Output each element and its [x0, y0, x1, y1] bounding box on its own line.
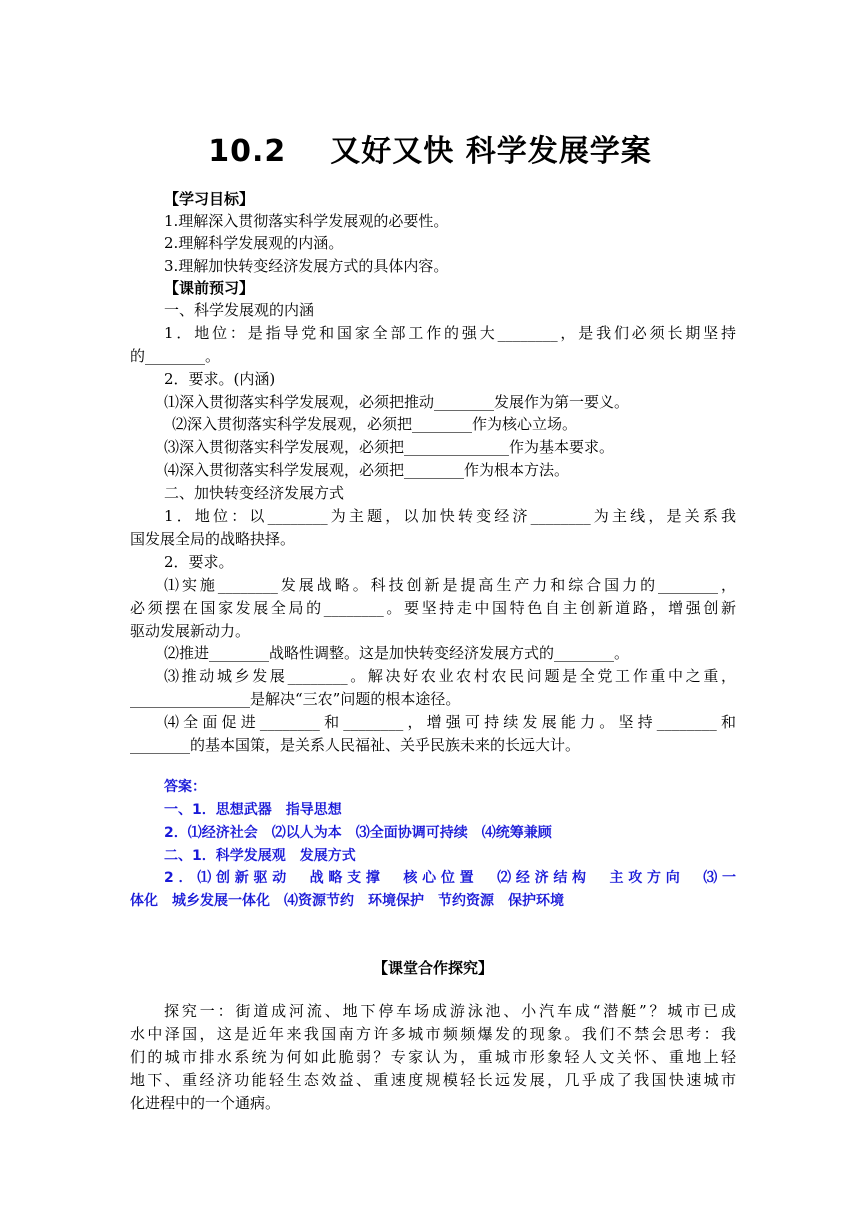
- preview-line: ⑶推动城乡发展________。解决好农业农村农民问题是全党工作重中之重，: [164, 667, 736, 685]
- title-text: 又好又快 科学发展学案: [330, 134, 652, 169]
- preview-line: ⑴深入贯彻落实科学发展观，必须把推动________发展作为第一要义。: [164, 393, 630, 411]
- preview-line: ⑵推进________战略性调整。这是加快转变经济发展方式的________。: [164, 644, 630, 662]
- preview-line: 1．地位：是指导党和国家全部工作的强大________，是我们必须长期坚持: [164, 324, 736, 342]
- preview-line: ⑷全面促进________和________，增强可持续发展能力。坚持________和: [164, 713, 736, 731]
- answers-heading: 答案：: [164, 779, 206, 795]
- preview-line: ________________是解决“三农”问题的根本途径。: [130, 690, 461, 708]
- preview-line: 2．要求。(内涵): [164, 370, 276, 388]
- explore-line: 们的城市排水系统为何如此脆弱？专家认为，重城市形象轻人文关怀、重地上轻: [130, 1048, 736, 1066]
- goal-item: 3.理解加快转变经济发展方式的具体内容。: [164, 257, 449, 275]
- explore-heading: 【课堂合作探究】: [372, 959, 493, 977]
- title-number: 10.2: [208, 134, 287, 169]
- preview-line: ⑶深入贯彻落实科学发展观，必须把______________作为基本要求。: [164, 438, 615, 456]
- preview-line: ⑷深入贯彻落实科学发展观，必须把________作为根本方法。: [164, 461, 570, 479]
- explore-line: 水中泽国，这是近年来我国南方许多城市频频爆发的现象。我们不禁会思考：我: [130, 1025, 736, 1043]
- goals-heading: 【学习目标】: [164, 190, 255, 208]
- preview-line: 1．地位：以________为主题，以加快转变经济________为主线，是关系我: [164, 507, 736, 525]
- preview-line: 的________。: [130, 347, 221, 365]
- goal-item: 1.理解深入贯彻落实科学发展观的必要性。: [164, 212, 449, 230]
- answer-line: 2．⑴创新驱动 战略支撑 核心位置 ⑵经济结构 主攻方向 ⑶一: [164, 870, 736, 886]
- preview-heading: 【课前预习】: [164, 279, 255, 297]
- preview-line: 2．要求。: [164, 553, 234, 571]
- page-title: [0, 126, 860, 170]
- answer-line: 一、1．思想武器 指导思想: [164, 802, 342, 818]
- section-heading: 二、加快转变经济发展方式: [164, 484, 345, 502]
- preview-line: 驱动发展新动力。: [130, 622, 251, 640]
- explore-line: 地下、重经济功能轻生态效益、重速度规模轻长远发展，几乎成了我国快速城市: [130, 1071, 736, 1089]
- preview-line: ⑴实施________发展战略。科技创新是提高生产力和综合国力的________，: [164, 576, 736, 594]
- answer-line: 体化 城乡发展一体化 ⑷资源节约 环境保护 节约资源 保护环境: [130, 893, 564, 909]
- preview-line: ⑵深入贯彻落实科学发展观，必须把________作为核心立场。: [172, 415, 578, 433]
- explore-line: 化进程中的一个通病。: [130, 1094, 281, 1112]
- preview-line: 必须摆在国家发展全局的________。要坚持走中国特色自主创新道路，增强创新: [130, 599, 736, 617]
- preview-line: 国发展全局的战略抉择。: [130, 530, 296, 548]
- preview-line: ________的基本国策，是关系人民福祉、关乎民族未来的长远大计。: [130, 736, 581, 754]
- section-heading: 一、科学发展观的内涵: [164, 301, 315, 319]
- explore-line: 探究一：街道成河流、地下停车场成游泳池、小汽车成“潜艇”？城市已成: [164, 1002, 736, 1020]
- answer-line: 2．⑴经济社会 ⑵以人为本 ⑶全面协调可持续 ⑷统筹兼顾: [164, 825, 552, 841]
- answer-line: 二、1．科学发展观 发展方式: [164, 848, 356, 864]
- goal-item: 2.理解科学发展观的内涵。: [164, 234, 344, 252]
